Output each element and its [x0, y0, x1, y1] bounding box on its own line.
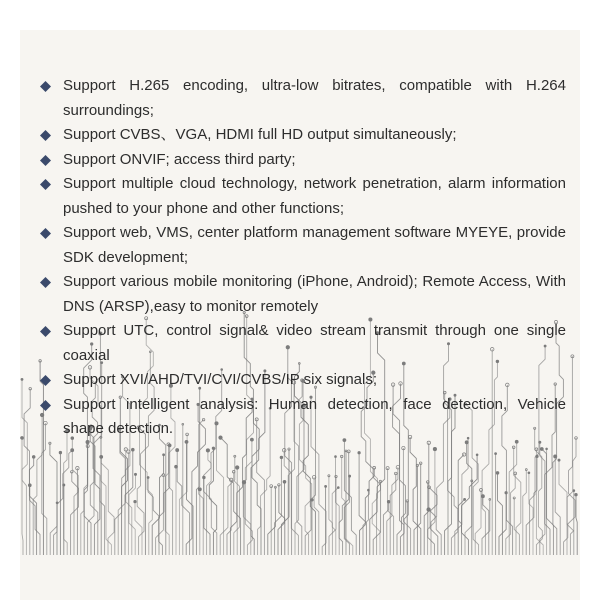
feature-item-video-output: [38, 123, 566, 148]
circuit-trace: [498, 473, 503, 555]
diamond-bullet-icon: [40, 326, 51, 337]
circuit-trace: [314, 477, 319, 555]
diamond-bullet-icon: [40, 375, 51, 386]
circuit-trace: [576, 495, 577, 555]
diamond-bullet-icon: [40, 130, 51, 141]
circuit-node: [283, 480, 286, 483]
circuit-trace: [410, 437, 421, 555]
circuit-trace: [148, 478, 159, 556]
circuit-node: [481, 495, 484, 498]
circuit-node: [59, 451, 62, 454]
diamond-bullet-icon: [40, 277, 51, 288]
circuit-node: [311, 499, 314, 502]
circuit-node: [495, 453, 497, 455]
feature-item-utc: [38, 319, 566, 368]
circuit-node: [163, 454, 165, 456]
circuit-node: [540, 447, 543, 450]
circuit-trace: [22, 438, 23, 555]
feature-item-software: [38, 221, 566, 270]
circuit-node: [21, 378, 23, 380]
circuit-node: [476, 454, 478, 456]
circuit-node: [464, 498, 466, 500]
circuit-trace: [101, 437, 112, 555]
diamond-bullet-icon: [40, 179, 51, 190]
feature-item-cloud: [38, 172, 566, 221]
feature-item-onvif: [38, 148, 566, 173]
feature-text: Support web, VMS, center platform management software MYEYE, provide SDK development;: [63, 224, 566, 266]
circuit-node: [131, 448, 134, 451]
circuit-node: [367, 489, 369, 491]
circuit-node: [325, 485, 327, 487]
circuit-trace: [475, 490, 481, 555]
feature-item-analysis: [38, 393, 566, 442]
circuit-node: [433, 447, 436, 450]
circuit-node: [528, 472, 530, 474]
feature-text: Support various mobile monitoring (iPhone, Android); Remote Access, With DNS (ARSP),easy to monitor remotely: [63, 273, 566, 315]
circuit-node: [558, 459, 560, 461]
circuit-node: [335, 456, 337, 458]
circuit-node: [280, 456, 283, 459]
circuit-node: [554, 455, 557, 458]
circuit-node: [212, 447, 215, 450]
circuit-node: [349, 475, 351, 477]
feature-text: Support intelligent analysis: Human detection, face detection, Vehicle shape detection.: [63, 395, 566, 437]
feature-text: Support H.265 encoding, ultra-low bitrates, compatible with H.264 surroundings;: [63, 77, 566, 119]
circuit-trace: [467, 442, 472, 555]
circuit-node: [496, 471, 499, 474]
feature-list: [38, 74, 566, 442]
feature-text: Support ONVIF; access third party;: [63, 150, 296, 168]
circuit-trace: [339, 451, 349, 555]
circuit-node: [134, 473, 136, 475]
circuit-trace: [90, 428, 100, 555]
feature-text: Support UTC, control signal& video stream transmit through one single coaxial: [63, 322, 566, 364]
circuit-node: [134, 500, 137, 503]
circuit-node: [147, 476, 149, 478]
feature-item-signals: [38, 368, 566, 393]
circuit-node: [176, 449, 179, 452]
circuit-node: [21, 436, 24, 439]
diamond-bullet-icon: [40, 81, 51, 92]
circuit-trace: [570, 491, 573, 555]
feature-text: Support XVI/AHD/TVI/CVI/CVBS/IP six signals;: [63, 371, 378, 388]
circuit-node: [358, 451, 361, 454]
circuit-trace: [22, 379, 27, 555]
circuit-node: [427, 508, 431, 512]
diamond-bullet-icon: [40, 155, 51, 166]
circuit-trace: [152, 455, 163, 555]
feature-item-mobile: [38, 270, 566, 319]
feature-panel: [20, 30, 580, 600]
circuit-node: [206, 449, 209, 452]
circuit-node: [546, 448, 548, 450]
feature-text: Support CVBS、VGA, HDMI full HD output simultaneously;: [63, 126, 457, 143]
feature-text: Support multiple cloud technology, network penetration, alarm information pushed to your phone and other functions;: [63, 175, 566, 217]
feature-item-h265: [38, 74, 566, 123]
diamond-bullet-icon: [40, 400, 51, 411]
circuit-node: [575, 493, 578, 496]
circuit-node: [235, 466, 239, 470]
circuit-node: [32, 456, 35, 459]
diamond-bullet-icon: [40, 228, 51, 239]
circuit-node: [337, 487, 339, 489]
